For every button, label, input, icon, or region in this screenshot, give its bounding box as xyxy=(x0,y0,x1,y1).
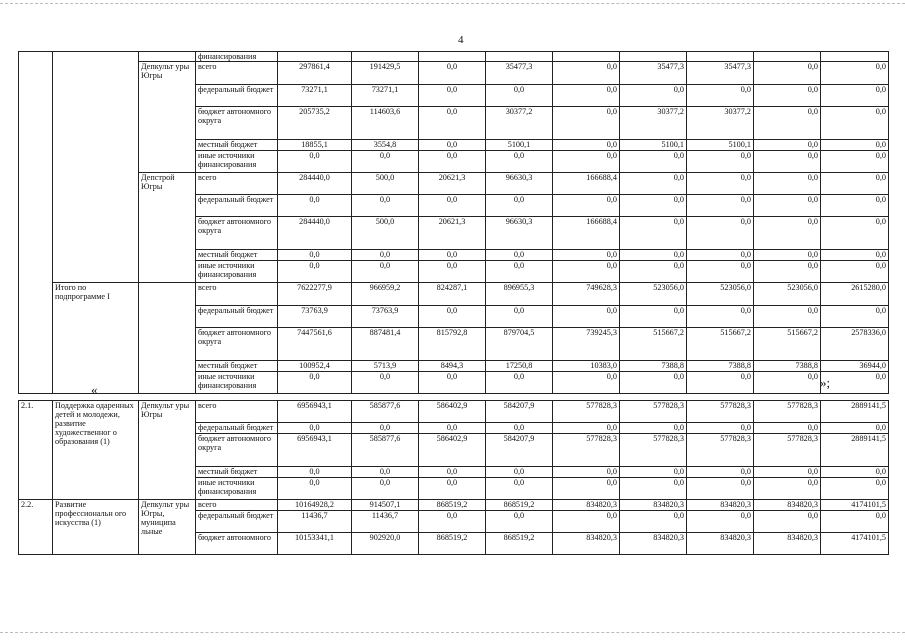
amount-cell: 7447561,6 xyxy=(278,328,352,361)
amount-cell: 0,0 xyxy=(553,62,620,85)
amount-cell: 577828,3 xyxy=(553,401,620,423)
amount-cell: 0,0 xyxy=(553,107,620,140)
amount-cell: 0,0 xyxy=(821,372,889,394)
amount-cell: 902920,0 xyxy=(352,533,419,555)
amount-cell: 0,0 xyxy=(486,511,553,533)
amount-cell: 0,0 xyxy=(553,85,620,107)
funding-source: иные источники финансирования xyxy=(196,478,278,500)
amount-cell: 284440,0 xyxy=(278,217,352,250)
amount-cell: 0,0 xyxy=(278,261,352,283)
amount-cell: 834820,3 xyxy=(620,533,687,555)
amount-cell: 100952,4 xyxy=(278,361,352,372)
amount-cell: 0,0 xyxy=(687,195,754,217)
amount-cell: 7388,8 xyxy=(620,361,687,372)
funding-source: местный бюджет xyxy=(196,250,278,261)
amount-cell: 0,0 xyxy=(419,423,486,434)
amount-cell: 523056,0 xyxy=(620,283,687,306)
amount-cell: 20621,3 xyxy=(419,217,486,250)
amount-cell: 0,0 xyxy=(821,85,889,107)
amount-cell: 20621,3 xyxy=(419,173,486,195)
amount-cell: 73271,1 xyxy=(278,85,352,107)
funding-source: местный бюджет xyxy=(196,361,278,372)
amount-cell: 0,0 xyxy=(553,140,620,151)
amount-cell xyxy=(821,52,889,62)
amount-cell: 0,0 xyxy=(553,306,620,328)
amount-cell: 834820,3 xyxy=(754,500,821,511)
amount-cell: 0,0 xyxy=(754,306,821,328)
amount-cell: 0,0 xyxy=(620,511,687,533)
funding-source: бюджет автономного округа xyxy=(196,217,278,250)
amount-cell: 6956943,1 xyxy=(278,434,352,467)
amount-cell: 0,0 xyxy=(419,467,486,478)
table-row xyxy=(19,62,889,85)
funding-source: всего xyxy=(196,401,278,423)
amount-cell: 0,0 xyxy=(687,372,754,394)
amount-cell: 0,0 xyxy=(687,306,754,328)
amount-cell: 0,0 xyxy=(687,217,754,250)
amount-cell: 577828,3 xyxy=(687,434,754,467)
amount-cell: 0,0 xyxy=(553,478,620,500)
amount-cell: 0,0 xyxy=(352,478,419,500)
amount-cell: 284440,0 xyxy=(278,173,352,195)
amount-cell: 834820,3 xyxy=(687,533,754,555)
amount-cell: 0,0 xyxy=(278,372,352,394)
item-number: 2.1. xyxy=(19,401,53,500)
amount-cell: 815792,8 xyxy=(419,328,486,361)
amount-cell: 584207,9 xyxy=(486,434,553,467)
amount-cell: 0,0 xyxy=(486,250,553,261)
amount-cell: 0,0 xyxy=(620,478,687,500)
amount-cell: 0,0 xyxy=(419,372,486,394)
amount-cell: 10153341,1 xyxy=(278,533,352,555)
amount-cell xyxy=(352,52,419,62)
amount-cell: 35477,3 xyxy=(620,62,687,85)
amount-cell: 73271,1 xyxy=(352,85,419,107)
amount-cell: 523056,0 xyxy=(754,283,821,306)
amount-cell: 17250,8 xyxy=(486,361,553,372)
open-quote-mark: « xyxy=(91,382,98,397)
item-number: 2.2. xyxy=(19,500,53,555)
amount-cell: 0,0 xyxy=(486,85,553,107)
amount-cell xyxy=(419,52,486,62)
funding-source: бюджет автономного округа xyxy=(196,328,278,361)
amount-cell: 0,0 xyxy=(821,478,889,500)
amount-cell: 0,0 xyxy=(754,195,821,217)
subtotal-label: Итого по подпрограмме I xyxy=(53,283,139,394)
amount-cell: 0,0 xyxy=(821,140,889,151)
amount-cell: 515667,2 xyxy=(754,328,821,361)
amount-cell: 0,0 xyxy=(687,250,754,261)
amount-cell: 7388,8 xyxy=(687,361,754,372)
amount-cell: 0,0 xyxy=(486,306,553,328)
amount-cell: 0,0 xyxy=(687,151,754,173)
amount-cell: 0,0 xyxy=(754,250,821,261)
amount-cell: 0,0 xyxy=(754,85,821,107)
amount-cell: 191429,5 xyxy=(352,62,419,85)
amount-cell: 0,0 xyxy=(278,467,352,478)
amount-cell: 0,0 xyxy=(486,478,553,500)
amount-cell: 114603,6 xyxy=(352,107,419,140)
funding-source: местный бюджет xyxy=(196,467,278,478)
amount-cell: 0,0 xyxy=(419,85,486,107)
amount-cell: 0,0 xyxy=(620,217,687,250)
amount-cell: 11436,7 xyxy=(278,511,352,533)
amount-cell: 166688,4 xyxy=(553,173,620,195)
amount-cell: 2889141,5 xyxy=(821,434,889,467)
amount-cell: 0,0 xyxy=(821,62,889,85)
amount-cell: 749628,3 xyxy=(553,283,620,306)
amount-cell: 0,0 xyxy=(486,467,553,478)
amount-cell: 0,0 xyxy=(620,261,687,283)
amount-cell: 868519,2 xyxy=(419,500,486,511)
amount-cell: 0,0 xyxy=(419,195,486,217)
amount-cell xyxy=(553,52,620,62)
amount-cell: 896955,3 xyxy=(486,283,553,306)
amount-cell: 914507,1 xyxy=(352,500,419,511)
amount-cell: 0,0 xyxy=(278,195,352,217)
amount-cell: 0,0 xyxy=(352,261,419,283)
amount-cell: 5100,1 xyxy=(620,140,687,151)
funding-source: иные источники финансирования xyxy=(196,151,278,173)
funding-source: иные источники финансирования xyxy=(196,261,278,283)
amount-cell: 30377,2 xyxy=(620,107,687,140)
funding-source: всего xyxy=(196,62,278,85)
executor-cell xyxy=(139,283,196,394)
close-quote-mark: »; xyxy=(820,375,831,390)
amount-cell: 577828,3 xyxy=(553,434,620,467)
funding-source: всего xyxy=(196,283,278,306)
amount-cell xyxy=(687,52,754,62)
scan-edge-top xyxy=(0,3,905,5)
amount-cell: 0,0 xyxy=(821,107,889,140)
amount-cell: 73763,9 xyxy=(352,306,419,328)
executor-cell xyxy=(139,52,196,62)
table-row xyxy=(19,500,889,511)
amount-cell: 4174101,5 xyxy=(821,533,889,555)
amount-cell: 0,0 xyxy=(687,173,754,195)
amount-cell: 0,0 xyxy=(620,195,687,217)
amount-cell: 0,0 xyxy=(620,151,687,173)
table-row xyxy=(19,173,889,195)
amount-cell: 0,0 xyxy=(278,151,352,173)
amount-cell: 0,0 xyxy=(419,107,486,140)
amount-cell: 0,0 xyxy=(278,250,352,261)
amount-cell: 0,0 xyxy=(620,467,687,478)
amount-cell: 0,0 xyxy=(419,140,486,151)
funding-table-continued xyxy=(18,51,889,394)
amount-cell: 0,0 xyxy=(486,372,553,394)
amount-cell: 0,0 xyxy=(821,151,889,173)
amount-cell: 0,0 xyxy=(553,467,620,478)
amount-cell xyxy=(278,52,352,62)
amount-cell: 5713,9 xyxy=(352,361,419,372)
executor-cell: Депкульт уры Югры, муниципа льные xyxy=(139,500,196,555)
amount-cell: 0,0 xyxy=(419,151,486,173)
amount-cell: 585877,6 xyxy=(352,434,419,467)
amount-cell: 0,0 xyxy=(754,151,821,173)
funding-source: иные источники финансирования xyxy=(196,372,278,394)
amount-cell: 0,0 xyxy=(352,195,419,217)
amount-cell: 500,0 xyxy=(352,173,419,195)
amount-cell: 868519,2 xyxy=(419,533,486,555)
amount-cell: 577828,3 xyxy=(687,401,754,423)
amount-cell: 0,0 xyxy=(754,467,821,478)
funding-source: федеральный бюджет xyxy=(196,423,278,434)
amount-cell: 0,0 xyxy=(821,467,889,478)
amount-cell: 96630,3 xyxy=(486,173,553,195)
amount-cell: 0,0 xyxy=(821,306,889,328)
amount-cell: 0,0 xyxy=(754,261,821,283)
amount-cell: 205735,2 xyxy=(278,107,352,140)
amount-cell: 0,0 xyxy=(754,62,821,85)
amount-cell: 0,0 xyxy=(821,261,889,283)
amount-cell xyxy=(620,52,687,62)
amount-cell: 0,0 xyxy=(687,478,754,500)
amount-cell: 0,0 xyxy=(419,261,486,283)
amount-cell: 0,0 xyxy=(352,151,419,173)
amount-cell xyxy=(486,52,553,62)
amount-cell xyxy=(754,52,821,62)
table-row xyxy=(19,283,889,306)
amount-cell: 584207,9 xyxy=(486,401,553,423)
activity-name: Поддержка одаренных детей и молодежи, развитие художественног о образования (1) xyxy=(53,401,139,500)
activity-name: Развитие профессиональн ого искусства (1) xyxy=(53,500,139,555)
executor-cell: Депстрой Югры xyxy=(139,173,196,283)
amount-cell: 0,0 xyxy=(754,511,821,533)
amount-cell: 0,0 xyxy=(821,511,889,533)
amount-cell: 7388,8 xyxy=(754,361,821,372)
executor-cell: Депкульт уры Югры xyxy=(139,62,196,173)
amount-cell: 0,0 xyxy=(687,85,754,107)
amount-cell: 166688,4 xyxy=(553,217,620,250)
amount-cell: 0,0 xyxy=(419,306,486,328)
executor-cell: Депкульт уры Югры xyxy=(139,401,196,500)
amount-cell: 6956943,1 xyxy=(278,401,352,423)
amount-cell: 2615280,0 xyxy=(821,283,889,306)
amount-cell: 834820,3 xyxy=(754,533,821,555)
table-row xyxy=(19,52,889,62)
amount-cell: 10383,0 xyxy=(553,361,620,372)
amount-cell: 834820,3 xyxy=(553,533,620,555)
scan-edge-bottom xyxy=(0,632,905,634)
amount-cell: 966959,2 xyxy=(352,283,419,306)
amount-cell: 0,0 xyxy=(352,372,419,394)
amount-cell: 834820,3 xyxy=(620,500,687,511)
amount-cell: 868519,2 xyxy=(486,500,553,511)
amount-cell: 577828,3 xyxy=(620,401,687,423)
amount-cell: 577828,3 xyxy=(620,434,687,467)
amount-cell: 0,0 xyxy=(821,217,889,250)
amount-cell: 0,0 xyxy=(754,423,821,434)
amount-cell: 0,0 xyxy=(687,261,754,283)
amount-cell: 0,0 xyxy=(419,511,486,533)
table-row xyxy=(19,401,889,423)
amount-cell: 0,0 xyxy=(486,423,553,434)
amount-cell: 7622277,9 xyxy=(278,283,352,306)
funding-source: бюджет автономного округа xyxy=(196,107,278,140)
amount-cell: 0,0 xyxy=(620,173,687,195)
amount-cell: 0,0 xyxy=(821,250,889,261)
amount-cell: 0,0 xyxy=(687,467,754,478)
amount-cell: 0,0 xyxy=(553,261,620,283)
amount-cell: 0,0 xyxy=(352,467,419,478)
amount-cell: 0,0 xyxy=(553,423,620,434)
amount-cell: 523056,0 xyxy=(687,283,754,306)
amount-cell: 586402,9 xyxy=(419,401,486,423)
funding-source: бюджет автономного xyxy=(196,533,278,555)
funding-table-section-2 xyxy=(18,400,889,555)
amount-cell: 35477,3 xyxy=(687,62,754,85)
amount-cell: 5100,1 xyxy=(687,140,754,151)
amount-cell: 586402,9 xyxy=(419,434,486,467)
amount-cell: 30377,2 xyxy=(486,107,553,140)
amount-cell: 30377,2 xyxy=(687,107,754,140)
amount-cell: 739245,3 xyxy=(553,328,620,361)
amount-cell: 0,0 xyxy=(278,478,352,500)
amount-cell: 0,0 xyxy=(754,372,821,394)
amount-cell: 0,0 xyxy=(553,511,620,533)
amount-cell: 2889141,5 xyxy=(821,401,889,423)
amount-cell: 0,0 xyxy=(620,85,687,107)
amount-cell: 0,0 xyxy=(620,306,687,328)
amount-cell: 2578336,0 xyxy=(821,328,889,361)
amount-cell: 515667,2 xyxy=(687,328,754,361)
funding-source: федеральный бюджет xyxy=(196,195,278,217)
amount-cell: 36944,0 xyxy=(821,361,889,372)
amount-cell: 0,0 xyxy=(278,423,352,434)
amount-cell: 577828,3 xyxy=(754,434,821,467)
amount-cell: 0,0 xyxy=(821,423,889,434)
funding-source: финансирования xyxy=(196,52,278,62)
amount-cell: 868519,2 xyxy=(486,533,553,555)
funding-source: федеральный бюджет xyxy=(196,85,278,107)
funding-source: бюджет автономного округа xyxy=(196,434,278,467)
program-name-cell xyxy=(53,52,139,283)
amount-cell: 0,0 xyxy=(620,372,687,394)
amount-cell: 0,0 xyxy=(754,478,821,500)
amount-cell: 0,0 xyxy=(486,261,553,283)
amount-cell: 18855,1 xyxy=(278,140,352,151)
amount-cell: 0,0 xyxy=(754,140,821,151)
amount-cell: 35477,3 xyxy=(486,62,553,85)
funding-source: всего xyxy=(196,500,278,511)
item-number-cell xyxy=(19,52,53,394)
amount-cell: 834820,3 xyxy=(687,500,754,511)
amount-cell: 0,0 xyxy=(486,195,553,217)
funding-source: федеральный бюджет xyxy=(196,511,278,533)
page-number: 4 xyxy=(458,34,464,46)
amount-cell: 515667,2 xyxy=(620,328,687,361)
amount-cell: 0,0 xyxy=(687,423,754,434)
amount-cell: 0,0 xyxy=(352,250,419,261)
amount-cell: 0,0 xyxy=(687,511,754,533)
amount-cell: 0,0 xyxy=(553,151,620,173)
funding-source: федеральный бюджет xyxy=(196,306,278,328)
amount-cell: 0,0 xyxy=(352,423,419,434)
amount-cell: 297861,4 xyxy=(278,62,352,85)
amount-cell: 0,0 xyxy=(553,372,620,394)
amount-cell: 0,0 xyxy=(620,250,687,261)
amount-cell: 0,0 xyxy=(553,195,620,217)
funding-source: всего xyxy=(196,173,278,195)
amount-cell: 834820,3 xyxy=(553,500,620,511)
amount-cell: 0,0 xyxy=(754,173,821,195)
amount-cell: 879704,5 xyxy=(486,328,553,361)
amount-cell: 0,0 xyxy=(419,62,486,85)
amount-cell: 11436,7 xyxy=(352,511,419,533)
amount-cell: 4174101,5 xyxy=(821,500,889,511)
amount-cell: 10164928,2 xyxy=(278,500,352,511)
amount-cell: 0,0 xyxy=(620,423,687,434)
amount-cell: 5100,1 xyxy=(486,140,553,151)
amount-cell: 500,0 xyxy=(352,217,419,250)
amount-cell: 887481,4 xyxy=(352,328,419,361)
amount-cell: 8494,3 xyxy=(419,361,486,372)
amount-cell: 0,0 xyxy=(821,173,889,195)
amount-cell: 0,0 xyxy=(754,217,821,250)
amount-cell: 577828,3 xyxy=(754,401,821,423)
funding-source: местный бюджет xyxy=(196,140,278,151)
amount-cell: 96630,3 xyxy=(486,217,553,250)
amount-cell: 3554,8 xyxy=(352,140,419,151)
amount-cell: 73763,9 xyxy=(278,306,352,328)
amount-cell: 0,0 xyxy=(486,151,553,173)
amount-cell: 0,0 xyxy=(821,195,889,217)
amount-cell: 0,0 xyxy=(419,478,486,500)
amount-cell: 0,0 xyxy=(419,250,486,261)
amount-cell: 824287,1 xyxy=(419,283,486,306)
amount-cell: 0,0 xyxy=(754,107,821,140)
amount-cell: 0,0 xyxy=(553,250,620,261)
amount-cell: 585877,6 xyxy=(352,401,419,423)
